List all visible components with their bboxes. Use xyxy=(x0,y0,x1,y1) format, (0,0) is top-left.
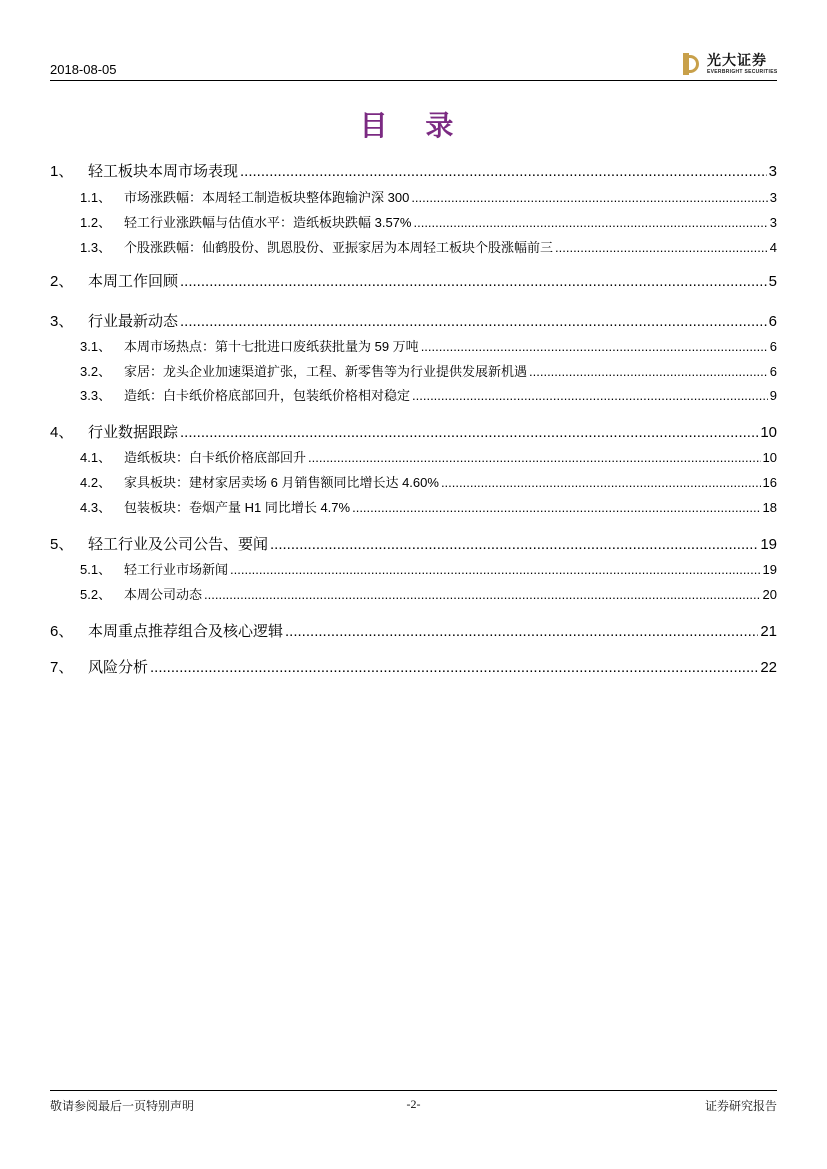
toc-entry-title: 个股涨跌幅：仙鹤股份、凯恩股份、亚振家居为本周轻工板块个股涨幅前三 xyxy=(124,240,554,255)
toc-entry-title: 本周工作回顾 xyxy=(88,273,179,290)
toc-leader-dots xyxy=(441,475,761,490)
toc-leader-dots xyxy=(413,215,767,230)
toc-entry-page: 18 xyxy=(762,500,777,515)
toc-entry-number: 1.2、 xyxy=(80,215,112,230)
toc-entry[interactable] xyxy=(50,270,777,291)
toc-leader-dots xyxy=(180,273,767,290)
toc-entry-page: 6 xyxy=(769,364,777,379)
toc-leader-dots xyxy=(180,424,758,441)
toc-leader-dots xyxy=(270,536,758,553)
toc-entry-number: 4.3、 xyxy=(80,500,112,515)
toc-entry-number: 5.2、 xyxy=(80,587,112,602)
logo-name-cn: 光大证券 xyxy=(707,52,767,69)
toc-entry-number: 6、 xyxy=(50,623,74,640)
report-date: 2018-08-05 xyxy=(50,62,117,77)
toc-entry-page: 20 xyxy=(762,587,777,602)
toc-entry-number: 1.3、 xyxy=(80,240,112,255)
footer-divider xyxy=(50,1090,777,1091)
toc-leader-dots xyxy=(150,659,758,676)
toc-entry-title: 本周公司动态 xyxy=(124,587,203,602)
footer-disclaimer: 敬请参阅最后一页特别声明 xyxy=(50,1099,195,1113)
toc-entry-page: 6 xyxy=(769,339,777,354)
toc-entry-page: 3 xyxy=(769,190,777,205)
toc-leader-dots xyxy=(285,623,758,640)
toc-entry-page: 10 xyxy=(762,450,777,465)
toc-entry-title: 行业最新动态 xyxy=(88,313,179,330)
toc-entry-page: 3 xyxy=(769,215,777,230)
toc-entry[interactable] xyxy=(50,620,777,641)
toc-entry-page: 10 xyxy=(760,424,777,441)
logo-mark-icon xyxy=(683,53,701,75)
toc-leader-dots xyxy=(421,339,768,354)
footer-report-type: 证券研究报告 xyxy=(704,1099,777,1113)
toc-entry-number: 7、 xyxy=(50,659,74,676)
toc-entry[interactable] xyxy=(50,310,777,331)
toc-entry-title: 家具板块：建材家居卖场 6 月销售额同比增长达 4.60% xyxy=(124,475,439,490)
toc-entry-title: 包装板块：卷烟产量 H1 同比增长 4.7% xyxy=(124,500,351,515)
toc-entry-title: 家居：龙头企业加速渠道扩张，工程、新零售等为行业提供发展新机遇 xyxy=(124,364,528,379)
logo-name-en: EVERBRIGHT SECURITIES xyxy=(707,68,778,75)
toc-entry-page: 19 xyxy=(762,562,777,577)
toc-entry-page: 22 xyxy=(760,659,777,676)
toc-leader-dots xyxy=(230,562,761,577)
toc-entry[interactable] xyxy=(80,361,777,380)
toc-entry-title: 轻工板块本周市场表现 xyxy=(88,163,239,180)
toc-entry[interactable] xyxy=(80,472,777,491)
company-logo xyxy=(683,53,777,75)
toc-entry-page: 16 xyxy=(762,475,777,490)
toc-leader-dots xyxy=(529,364,768,379)
toc-entry-number: 3.2、 xyxy=(80,364,112,379)
toc-entry-page: 9 xyxy=(769,388,777,403)
toc-entry-title: 轻工行业及公司公告、要闻 xyxy=(88,536,269,553)
toc-leader-dots xyxy=(352,500,760,515)
toc-leader-dots xyxy=(555,240,768,255)
toc-entry-page: 3 xyxy=(768,163,777,180)
toc-entry-title: 造纸：白卡纸价格底部回升，包装纸价格相对稳定 xyxy=(124,388,411,403)
toc-entry[interactable] xyxy=(80,559,777,578)
toc-entry-number: 1.1、 xyxy=(80,190,112,205)
toc-entry-number: 3.1、 xyxy=(80,339,112,354)
toc-title: 目 录 xyxy=(359,109,468,142)
toc-entry-number: 2、 xyxy=(50,273,74,290)
toc-entry-title: 本周重点推荐组合及核心逻辑 xyxy=(88,623,284,640)
toc-entry[interactable] xyxy=(80,447,777,466)
toc-entry[interactable] xyxy=(50,160,777,181)
toc-entry-number: 5.1、 xyxy=(80,562,112,577)
header-divider xyxy=(50,80,777,81)
toc-leader-dots xyxy=(308,450,761,465)
toc-leader-dots xyxy=(412,388,768,403)
toc-entry-page: 4 xyxy=(769,240,777,255)
toc-entry[interactable] xyxy=(50,421,777,442)
toc-entry[interactable] xyxy=(50,656,777,677)
toc-entry[interactable] xyxy=(80,385,777,404)
toc-entry-title: 行业数据跟踪 xyxy=(88,424,179,441)
page-number: -2- xyxy=(406,1097,421,1111)
toc-entry[interactable] xyxy=(80,237,777,256)
toc-entry[interactable] xyxy=(80,584,777,603)
toc-entry-page: 19 xyxy=(760,536,777,553)
toc-entry[interactable] xyxy=(80,497,777,516)
toc-leader-dots xyxy=(204,587,761,602)
toc-entry[interactable] xyxy=(80,336,777,355)
toc-entry-title: 造纸板块：白卡纸价格底部回升 xyxy=(124,450,307,465)
toc-entry-number: 4、 xyxy=(50,424,74,441)
toc-entry-number: 4.1、 xyxy=(80,450,112,465)
toc-entry[interactable] xyxy=(80,187,777,206)
toc-entry-page: 6 xyxy=(768,313,777,330)
toc-entry-title: 轻工行业涨跌幅与估值水平：造纸板块跌幅 3.57% xyxy=(124,215,412,230)
toc-entry-number: 5、 xyxy=(50,536,74,553)
toc-entry-title: 风险分析 xyxy=(88,659,149,676)
toc-entry-number: 4.2、 xyxy=(80,475,112,490)
toc-entry-number: 1、 xyxy=(50,163,74,180)
toc-entry-number: 3.3、 xyxy=(80,388,112,403)
toc-entry-title: 本周市场热点：第十七批进口废纸获批量为 59 万吨 xyxy=(124,339,419,354)
toc-entry-number: 3、 xyxy=(50,313,74,330)
toc-entry[interactable] xyxy=(80,212,777,231)
toc-leader-dots xyxy=(411,190,767,205)
toc-leader-dots xyxy=(240,163,767,180)
toc-leader-dots xyxy=(180,313,767,330)
toc-entry-title: 市场涨跌幅：本周轻工制造板块整体跑输沪深 300 xyxy=(124,190,410,205)
toc-entry-title: 轻工行业市场新闻 xyxy=(124,562,229,577)
toc-entry-page: 21 xyxy=(760,623,777,640)
toc-entry-page: 5 xyxy=(768,273,777,290)
toc-entry[interactable] xyxy=(50,533,777,554)
